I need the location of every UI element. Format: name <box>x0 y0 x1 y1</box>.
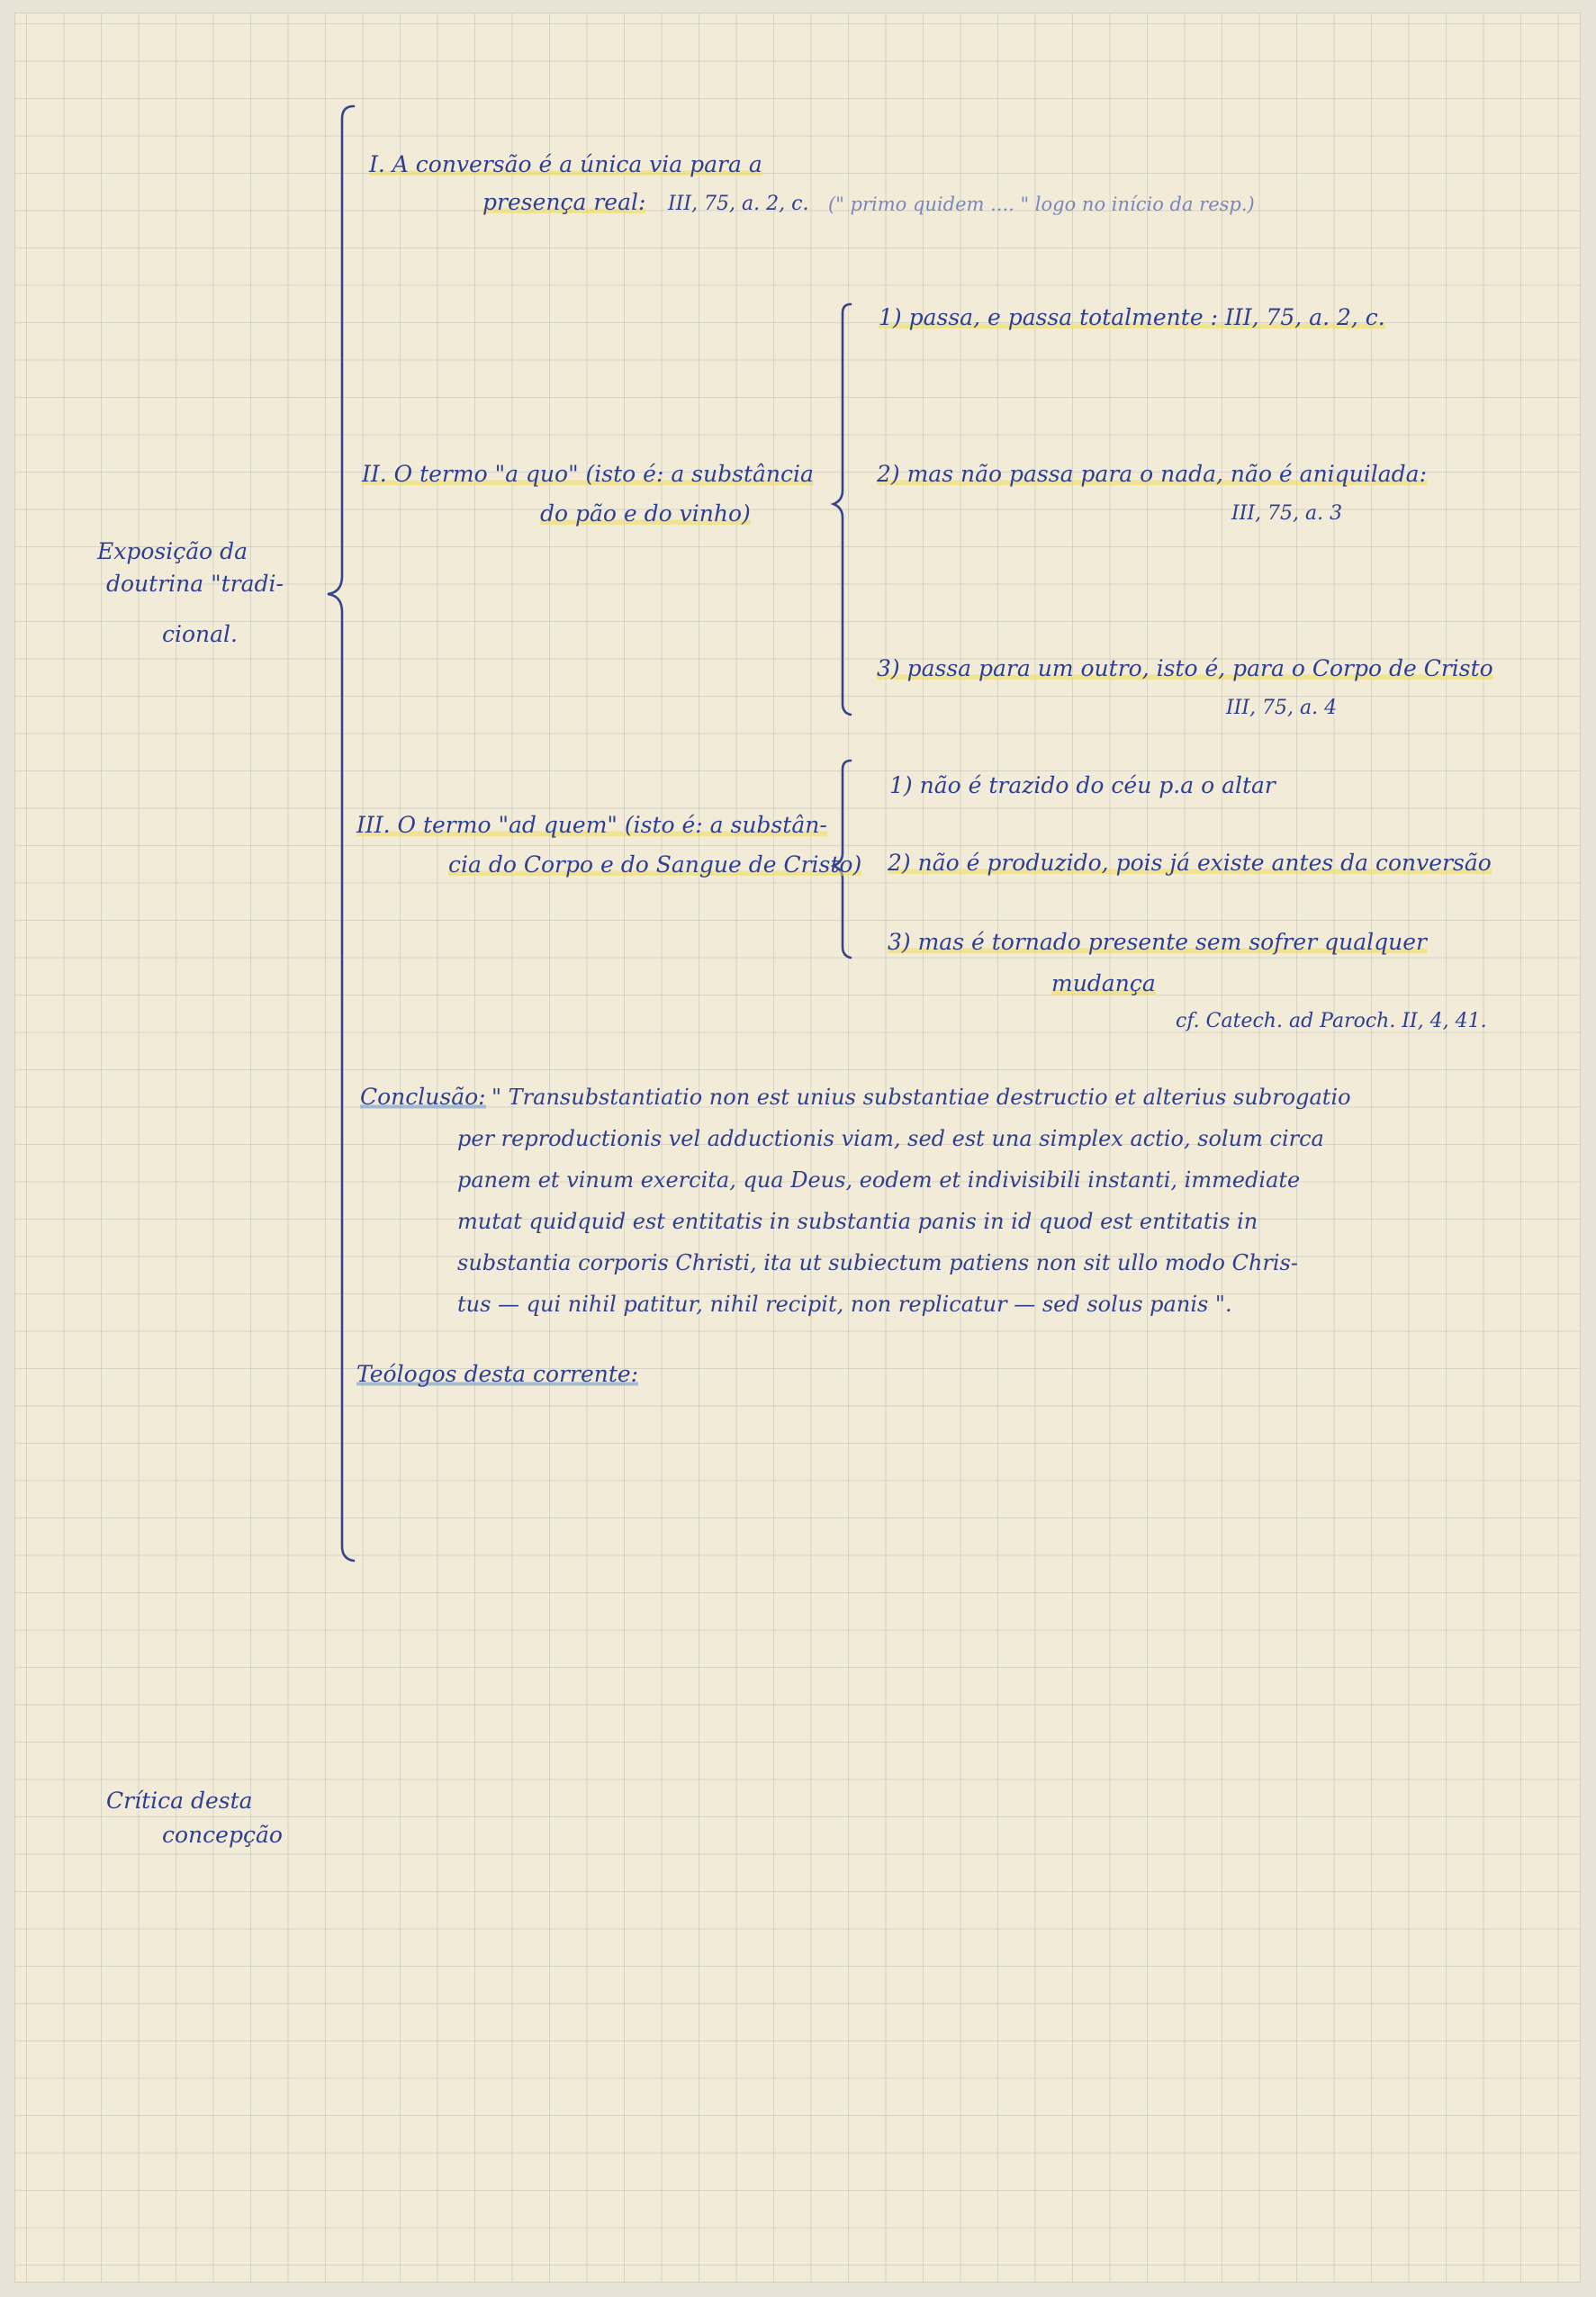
conclusion-line-1: " Transubstantiatio non est unius substantiae destructio et alterius subrogatio <box>491 1085 1351 1110</box>
margin-label-exposicao-line2: doutrina "tradi- <box>106 571 284 597</box>
section-iii-item-3: 3) mas é tornado presente sem sofrer qualquer <box>888 929 1427 955</box>
conclusion-line-6: tus — qui nihil patitur, nihil recipit, non replicatur — sed solus panis ". <box>457 1292 1232 1317</box>
theologians-label: Teólogos desta corrente: <box>356 1361 639 1387</box>
conclusion-line-5: substantia corporis Christi, ita ut subiectum patiens non sit ullo modo Chris- <box>457 1250 1298 1275</box>
section-ii-item-2: 2) mas não passa para o nada, não é aniquilada: <box>877 461 1428 487</box>
section-i-note: (" primo quidem .... " logo no início da resp.) <box>828 194 1255 215</box>
section-i-ref: III, 75, a. 2, c. <box>668 193 809 215</box>
section-ii-item-1: 1) passa, e passa totalmente : III, 75, a. 2, c. <box>879 304 1385 330</box>
section-iii-item-2: 2) não é produzido, pois já existe antes da conversão <box>888 850 1492 876</box>
section-iii-item-1: 1) não é trazido do céu p.a o altar <box>889 772 1276 798</box>
margin-label-exposicao-line1: Exposição da <box>97 538 248 564</box>
section-ii-item-3-ref: III, 75, a. 4 <box>1226 697 1338 719</box>
conclusion-line-4: mutat quidquid est entitatis in substantia panis in id quod est entitatis in <box>457 1209 1258 1234</box>
section-iii-heading-line2: cia do Corpo e do Sangue de Cristo) <box>448 851 862 878</box>
section-ii-heading-line2: do pão e do vinho) <box>540 500 751 527</box>
margin-label-exposicao-line3: cional. <box>162 621 238 647</box>
section-i-line1: I. A conversão é a única via para a <box>369 151 762 177</box>
section-ii-item-2-ref: III, 75, a. 3 <box>1231 502 1343 525</box>
section-ii-item-3: 3) passa para um outro, isto é, para o Corpo de Cristo <box>877 655 1493 681</box>
section-ii-heading-line1: II. O termo "a quo" (isto é: a substância <box>362 461 814 487</box>
margin-label-critica-line1: Crítica desta <box>106 1788 253 1814</box>
section-iii-ref: cf. Catech. ad Paroch. II, 4, 41. <box>1176 1010 1487 1032</box>
margin-label-critica-line2: concepção <box>162 1822 283 1848</box>
bracket-section-ii <box>834 304 851 715</box>
conclusion-label: Conclusão: <box>360 1084 486 1110</box>
conclusion-line-2: per reproductionis vel adductionis viam, sed est una simplex actio, solum circa <box>457 1126 1324 1151</box>
section-i-line2: presença real: <box>482 189 646 215</box>
conclusion-line-3: panem et vinum exercita, qua Deus, eodem et indivisibili instanti, immediate <box>457 1167 1301 1193</box>
main-bracket <box>328 106 354 1561</box>
section-iii-item-3-continuation: mudança <box>1051 970 1156 996</box>
section-iii-heading-line1: III. O termo "ad quem" (isto é: a substân- <box>356 812 827 838</box>
